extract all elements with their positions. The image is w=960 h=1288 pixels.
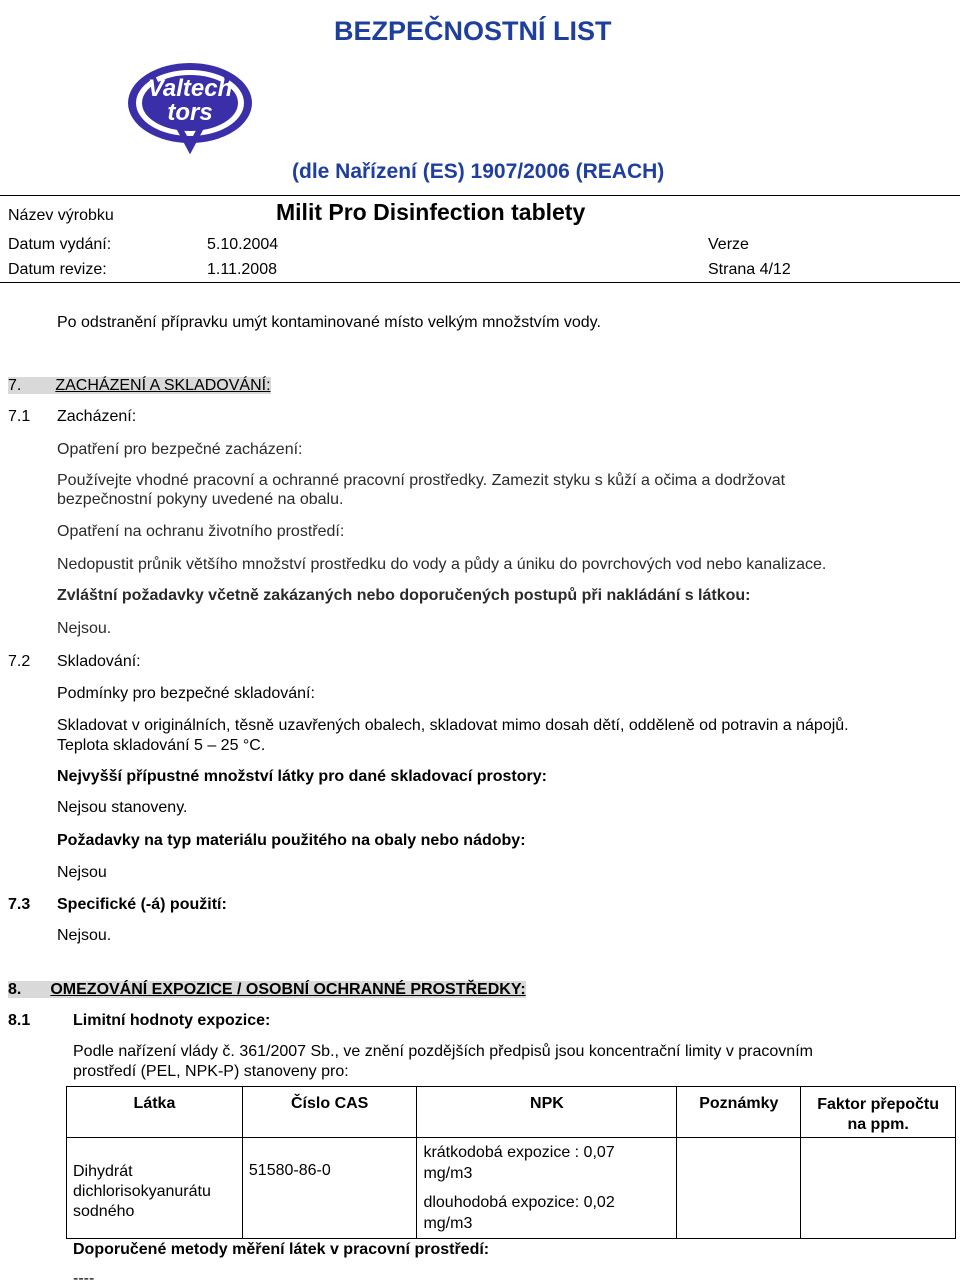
revision-date-label: Datum revize: bbox=[8, 261, 107, 278]
intro-text: Po odstranění přípravku umýt kontaminované místo velkým množstvím vody. bbox=[57, 314, 601, 331]
section-8-1-number: 8.1 bbox=[8, 1012, 31, 1029]
storage-heading: Podmínky pro bezpečné skladování: bbox=[57, 685, 315, 702]
section-7-3-title: Specifické (-á) použití: bbox=[57, 896, 227, 913]
section-7-2-title: Skladování: bbox=[57, 653, 141, 670]
section-7-3-text: Nejsou. bbox=[57, 927, 112, 944]
max-quantity-text: Nejsou stanoveny. bbox=[57, 799, 188, 816]
section-8-heading bbox=[8, 981, 526, 999]
issue-date-label: Datum vydání: bbox=[8, 236, 112, 253]
special-requirements-text: Nejsou. bbox=[57, 620, 112, 637]
section-7-2-number: 7.2 bbox=[8, 653, 31, 670]
safe-handling-heading: Opatření pro bezpečné zacházení: bbox=[57, 441, 303, 458]
max-quantity-heading: Nejvyšší přípustné množství látky pro dané skladovací prostory: bbox=[57, 768, 547, 785]
section-7-1-title: Zacházení: bbox=[57, 408, 137, 425]
table-header: Poznámky bbox=[677, 1087, 801, 1138]
table-row bbox=[67, 1138, 956, 1239]
svg-text:Valtech: Valtech bbox=[147, 75, 233, 102]
table-header: Číslo CAS bbox=[242, 1087, 417, 1138]
factor-cell bbox=[801, 1138, 956, 1239]
section-7-number: 7. bbox=[8, 377, 55, 394]
section-7-3-number: 7.3 bbox=[8, 896, 31, 913]
safe-handling-text-1: Používejte vhodné pracovní a ochranné pracovní prostředky. Zamezit styku s kůží a očima a dodržovat bbox=[57, 472, 786, 489]
measurement-methods-text: ---- bbox=[73, 1270, 95, 1287]
notes-cell bbox=[677, 1138, 801, 1239]
packaging-text: Nejsou bbox=[57, 864, 107, 881]
header-divider-top bbox=[0, 195, 960, 196]
environment-text: Nedopustit průnik většího množství prostředku do vody a půdy a úniku do povrchových vod nebo kanalizace. bbox=[57, 556, 827, 573]
limits-intro-2: prostředí (PEL, NPK-P) stanoveny pro: bbox=[73, 1063, 349, 1080]
section-8-title: OMEZOVÁNÍ EXPOZICE / OSOBNÍ OCHRANNÉ PROSTŘEDKY: bbox=[50, 981, 526, 998]
product-name: Milit Pro Disinfection tablety bbox=[276, 199, 586, 225]
storage-text-1: Skladovat v originálních, těsně uzavřených obalech, skladovat mimo dosah dětí, odděleně od potravin a nápojů. bbox=[57, 717, 849, 734]
substance-cell bbox=[67, 1138, 243, 1239]
regulation-subtitle: (dle Nařízení (ES) 1907/2006 (REACH) bbox=[292, 160, 665, 183]
cas-cell bbox=[242, 1138, 417, 1239]
storage-text-2: Teplota skladování 5 – 25 °C. bbox=[57, 737, 266, 754]
exposure-limits-table bbox=[66, 1086, 956, 1239]
substance-name: Dihydrát dichlorisokyanurátu sodného bbox=[73, 1163, 211, 1220]
special-requirements-heading: Zvláštní požadavky včetně zakázaných nebo doporučených postupů při nakládání s látkou: bbox=[57, 587, 751, 604]
npk-long-term: dlouhodobá expozice: 0,02 mg/m3 bbox=[423, 1194, 615, 1232]
table-header-row bbox=[67, 1087, 956, 1138]
section-7-title: ZACHÁZENÍ A SKLADOVÁNÍ: bbox=[55, 377, 271, 394]
svg-text:tors: tors bbox=[167, 99, 213, 126]
page-number: Strana 4/12 bbox=[708, 261, 791, 278]
table-header: NPK bbox=[417, 1087, 677, 1138]
product-label: Název výrobku bbox=[8, 207, 114, 224]
limits-intro-1: Podle nařízení vlády č. 361/2007 Sb., ve znění pozdějších předpisů jsou koncentrační limity v pracovním bbox=[73, 1043, 813, 1060]
valtech-logo bbox=[120, 58, 260, 158]
environment-heading: Opatření na ochranu životního prostředí: bbox=[57, 523, 345, 540]
document-title: BEZPEČNOSTNÍ LIST bbox=[334, 16, 612, 46]
header-divider-bottom bbox=[0, 282, 960, 283]
section-7-heading bbox=[8, 377, 271, 395]
npk-cell bbox=[417, 1138, 677, 1239]
packaging-heading: Požadavky na typ materiálu použitého na obaly nebo nádoby: bbox=[57, 832, 526, 849]
section-7-1-number: 7.1 bbox=[8, 408, 31, 425]
safe-handling-text-2: bezpečnostní pokyny uvedené na obalu. bbox=[57, 491, 344, 508]
version-label: Verze bbox=[708, 236, 749, 253]
cas-number: 51580-86-0 bbox=[248, 1162, 331, 1179]
table-header: Látka bbox=[67, 1087, 243, 1138]
revision-date-value: 1.11.2008 bbox=[207, 261, 277, 278]
npk-short-term: krátkodobá expozice : 0,07 mg/m3 bbox=[423, 1144, 615, 1182]
section-8-number: 8. bbox=[8, 981, 50, 998]
table-header: Faktor přepočtu na ppm. bbox=[801, 1087, 956, 1138]
issue-date-value: 5.10.2004 bbox=[207, 236, 279, 253]
measurement-methods-heading: Doporučené metody měření látek v pracovní prostředí: bbox=[73, 1241, 490, 1258]
section-8-1-title: Limitní hodnoty expozice: bbox=[73, 1012, 271, 1029]
